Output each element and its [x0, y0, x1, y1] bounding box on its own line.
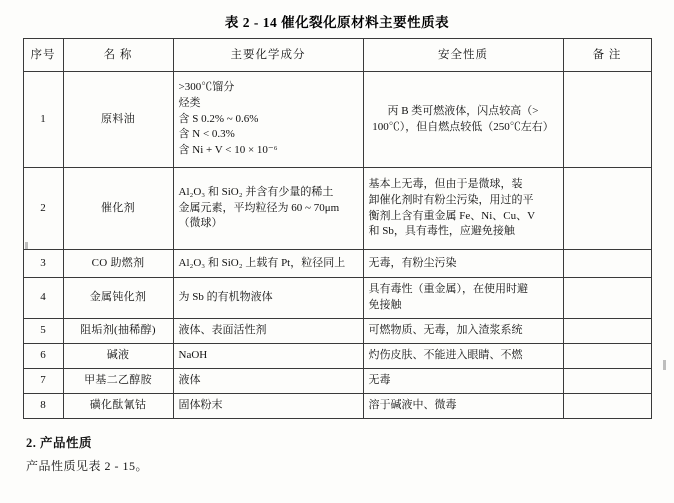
- chem-line: 含 Ni + V < 10 × 10⁻⁶: [178, 144, 278, 157]
- cell-chemical: [173, 250, 363, 278]
- table-header-row: [23, 39, 651, 72]
- column-header-safety: 安全性质: [363, 39, 563, 72]
- table-head: [23, 39, 651, 72]
- cell-name: CO 助燃剂: [63, 250, 173, 278]
- safety-line: 可燃物质、无毒，加入渣浆系统: [368, 323, 523, 336]
- cell-no: 8: [23, 393, 63, 418]
- cell-safety: [363, 250, 563, 278]
- cell-remark: [563, 278, 651, 319]
- cell-safety: [363, 318, 563, 343]
- chem-line: 固体粉末: [178, 398, 223, 411]
- cell-chemical: [173, 368, 363, 393]
- section-heading: 2. 产品性质: [26, 435, 93, 450]
- cell-safety: [363, 343, 563, 368]
- safety-line: 无毒: [368, 373, 391, 386]
- cell-safety: [363, 368, 563, 393]
- safety-line: 丙 B 类可燃液体，闪点较高（>: [387, 104, 539, 117]
- safety-line: 灼伤皮肤、不能进入眼睛、不燃: [368, 348, 523, 361]
- cell-remark: [563, 318, 651, 343]
- table-row: [23, 250, 651, 278]
- cell-name: 阻垢剂(抽稀醇): [63, 318, 173, 343]
- cell-no: 4: [23, 278, 63, 319]
- scan-artifact: [663, 360, 666, 370]
- table-row: [23, 318, 651, 343]
- chem-line: Al₂O₃ 和 SiO₂ 并含有少量的稀土: [178, 185, 334, 198]
- safety-line: 和 Sb，具有毒性，应避免接触: [368, 225, 515, 238]
- cell-no: 7: [23, 368, 63, 393]
- safety-line: 衡剂上含有重金属 Fe、Ni、Cu、V: [368, 209, 536, 222]
- table-row: [23, 393, 651, 418]
- safety-line: 溶于碱液中、微毒: [368, 398, 457, 411]
- cell-no: 6: [23, 343, 63, 368]
- cell-chemical: [173, 278, 363, 319]
- safety-line: 卸催化剂时有粉尘污染，用过的平: [368, 193, 534, 206]
- cell-name: 催化剂: [63, 168, 173, 250]
- cell-chemical: [173, 72, 363, 168]
- safety-line: 免接触: [368, 298, 402, 311]
- cell-chemical: [173, 168, 363, 250]
- cell-chemical: [173, 318, 363, 343]
- safety-line: 无毒，有粉尘污染: [368, 256, 457, 269]
- chem-line: Al₂O₃ 和 SiO₂ 上载有 Pt，粒径同上: [178, 256, 346, 269]
- cell-safety: [363, 393, 563, 418]
- table-row: [23, 168, 651, 250]
- chem-line: 含 N < 0.3%: [178, 128, 235, 141]
- cell-name: 磺化酞氰钴: [63, 393, 173, 418]
- cell-name: 甲基二乙醇胺: [63, 368, 173, 393]
- section-body: 产品性质见表 2 - 15。: [26, 458, 148, 473]
- cell-name: 原料油: [63, 72, 173, 168]
- table-row: [23, 343, 651, 368]
- safety-line: 100℃），但自燃点较低（250℃左右）: [372, 120, 554, 133]
- chem-line: NaOH: [178, 348, 208, 361]
- cell-safety: [363, 168, 563, 250]
- section-product-properties: [26, 433, 674, 474]
- properties-table: [23, 38, 652, 419]
- cell-remark: [563, 343, 651, 368]
- cell-no: 5: [23, 318, 63, 343]
- cell-remark: [563, 250, 651, 278]
- column-header-name: 名 称: [63, 39, 173, 72]
- column-header-no: 序号: [23, 39, 63, 72]
- chem-line: 为 Sb 的有机物液体: [178, 290, 273, 303]
- table-body: [23, 72, 651, 419]
- column-header-chemical: 主要化学成分: [173, 39, 363, 72]
- chem-line: >300℃馏分: [178, 80, 235, 93]
- scan-artifact: [25, 242, 28, 249]
- cell-chemical: [173, 393, 363, 418]
- chem-line: 液体: [178, 373, 201, 386]
- cell-remark: [563, 168, 651, 250]
- cell-chemical: [173, 343, 363, 368]
- cell-name: 碱液: [63, 343, 173, 368]
- cell-name: 金属钝化剂: [63, 278, 173, 319]
- chem-line: 烃类: [178, 96, 201, 109]
- cell-no: 2: [23, 168, 63, 250]
- table-row: [23, 72, 651, 168]
- safety-line: 基本上无毒，但由于是微球，装: [368, 177, 523, 190]
- table-row: [23, 278, 651, 319]
- chem-line: 含 S 0.2% ~ 0.6%: [178, 112, 259, 125]
- cell-safety: [363, 278, 563, 319]
- safety-line: 具有毒性（重金属），在使用时避: [368, 283, 528, 295]
- chem-line: 金属元素，平均粒径为 60 ~ 70μm: [178, 201, 340, 214]
- column-header-remark: 备 注: [563, 39, 651, 72]
- cell-no: 3: [23, 250, 63, 278]
- cell-remark: [563, 368, 651, 393]
- chem-line: 液体、表面活性剂: [178, 323, 267, 336]
- cell-remark: [563, 393, 651, 418]
- table-title: 表 2 - 14 催化裂化原材料主要性质表: [224, 15, 450, 30]
- cell-no: 1: [23, 72, 63, 168]
- cell-remark: [563, 72, 651, 168]
- cell-safety: [363, 72, 563, 168]
- chem-line: （微球）: [178, 217, 223, 230]
- table-row: [23, 368, 651, 393]
